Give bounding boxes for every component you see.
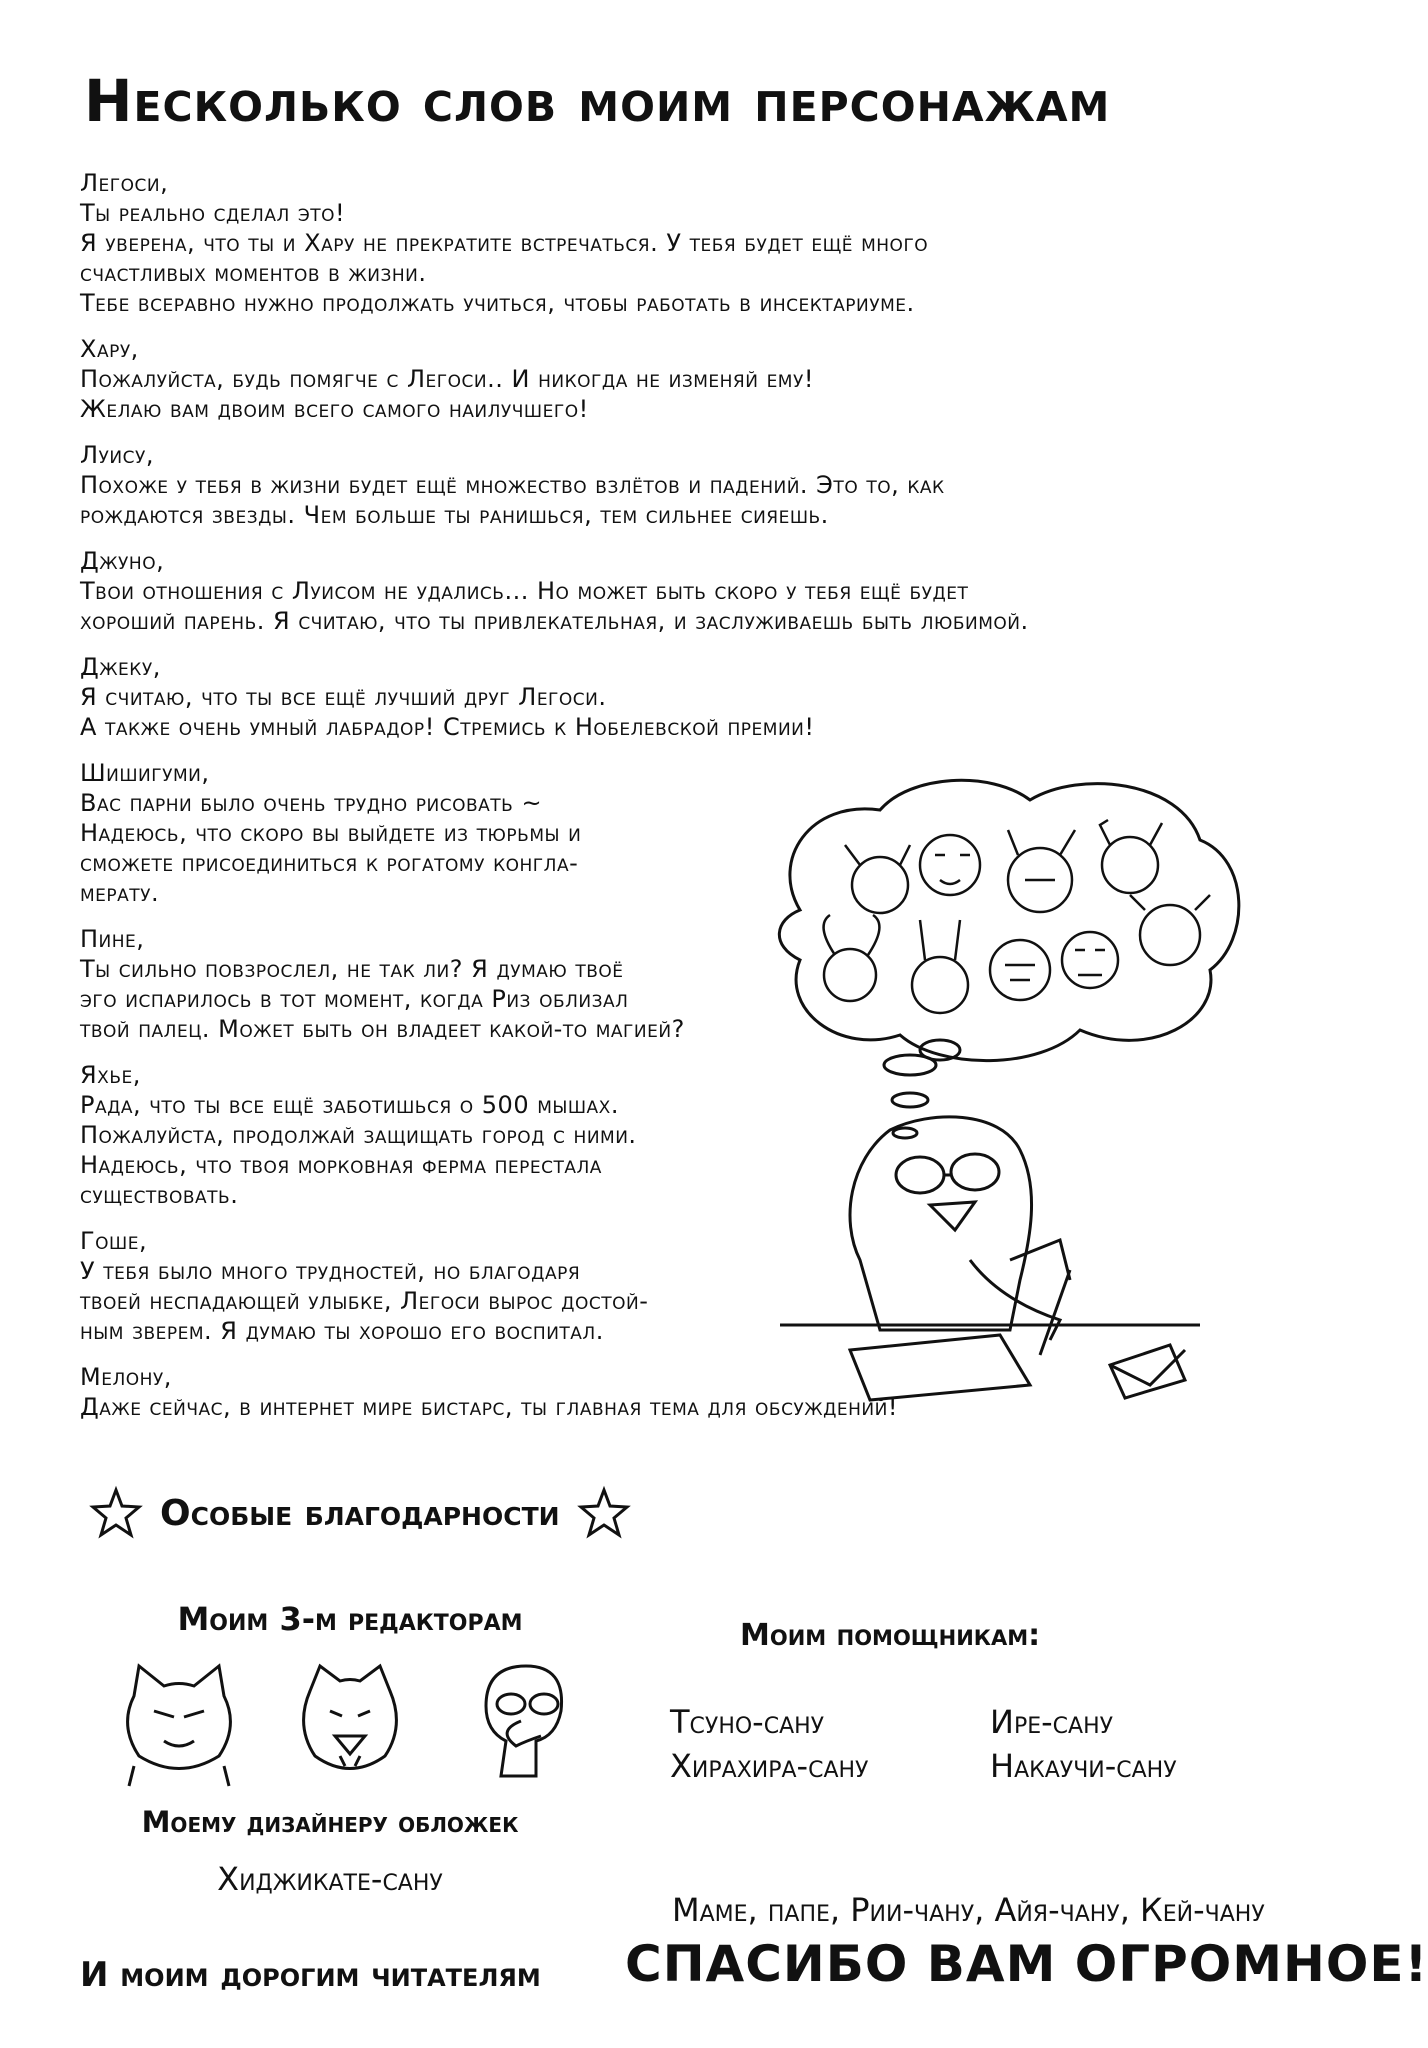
editor-cat-icon [114,1656,244,1786]
letter-addressee: Гоше, [80,1227,148,1255]
letter-line: сможете присоединиться к рогатому конгла- [80,849,579,877]
assistant-name: Тсуно-сану [670,1703,825,1741]
letter-line: рождаются звезды. Чем больше ты ранишься, тем сильнее сияешь. [80,501,829,529]
letter-addressee: Легоси, [80,169,169,197]
letter-line: Вас парни было очень трудно рисовать ~ [80,789,543,817]
assistant-name: Хирахира-сану [670,1747,869,1785]
designer-name: Хиджикате-сану [217,1860,443,1898]
letter-line: Я считаю, что ты все ещё лучший друг Легоси. [80,683,607,711]
letter-line: счастливых моментов в жизни. [80,259,427,287]
designer-heading: Моему дизайнеру обложек [141,1805,519,1839]
assistant-name: Ире-сану [990,1703,1114,1741]
letter-block [80,546,1260,636]
letter-line: Похоже у тебя в жизни будет ещё множество взлётов и падений. Это то, как [80,471,945,499]
letter-block [80,168,1260,318]
letter-line: Твои отношения с Луисом не удались... Но может быть скоро у тебя ещё будет [80,577,969,605]
letter-line: Тебе всеравно нужно продолжать учиться, чтобы работать в инсектариуме. [80,289,915,317]
letter-line: существовать. [80,1181,239,1209]
star-icon [578,1487,630,1539]
letter-line: Надеюсь, что скоро вы выйдете из тюрьмы и [80,819,582,847]
letter-line: Рада, что ты все ещё заботишься о 500 мышах. [80,1091,619,1119]
letter-line: У тебя было много трудностей, но благодаря [80,1257,581,1285]
letter-line: Ты сильно повзрослел, не так ли? Я думаю твоё [80,955,624,983]
letter-line: Желаю вам двоим всего самого наилучшего! [80,395,589,423]
letter-line: Пожалуйста, продолжай защищать город с ними. [80,1121,637,1149]
thank-you-banner: СПАСИБО ВАМ ОГРОМНОЕ! [625,1935,1428,1993]
letter-line: ным зверем. Я думаю ты хорошо его воспитал. [80,1317,604,1345]
editor-bird-icon [456,1656,586,1786]
letter-addressee: Мелону, [80,1363,172,1391]
editors-heading: Моим 3-м редакторам [177,1600,523,1638]
letter-block [80,334,1260,424]
letter-line: твоей неспадающей улыбке, Легоси вырос достой- [80,1287,649,1315]
letter-line: хороший парень. Я считаю, что ты привлекательная, и заслуживаешь быть любимой. [80,607,1029,635]
special-thanks-header [90,1478,710,1548]
letter-block [80,440,1260,530]
letter-addressee: Яхье, [80,1061,141,1089]
page-title: Несколько слов моим персонажам [84,67,1111,135]
editors-section [100,1600,600,1786]
letter-addressee: Пине, [80,925,145,953]
family-thanks: Маме, папе, Рии-чану, Айя-чану, Кей-чану [672,1891,1265,1929]
readers-thanks: И моим дорогим читателям [80,1955,541,1995]
assistants-heading: Моим помощникам: [740,1618,1041,1653]
letter-addressee: Шишигуми, [80,759,210,787]
letter-addressee: Луису, [80,441,154,469]
thought-bubble-illustration [760,770,1260,1070]
letter-addressee: Джуно, [80,547,165,575]
letter-line: Пожалуйста, будь помягче с Легоси.. И никогда не изменяй ему! [80,365,814,393]
letter-addressee: Хару, [80,335,139,363]
letter-line: А также очень умный лабрадор! Стремись к Нобелевской премии! [80,713,815,741]
letter-line: мерату. [80,879,160,907]
author-chicken-illustration [770,1110,1210,1410]
editor-dog-icon [285,1656,415,1786]
special-thanks-title: Особые благодарности [160,1492,560,1534]
letter-line: эго испарилось в тот момент, когда Риз облизал [80,985,629,1013]
letter-line: Даже сейчас, в интернет мире бистарс, ты главная тема для обсуждений! [80,1393,898,1421]
letter-line: твой палец. Может быть он владеет какой-то магией? [80,1015,685,1043]
letter-addressee: Джеку, [80,653,161,681]
assistant-name: Накаучи-сану [990,1747,1177,1785]
letter-line: Я уверена, что ты и Хару не прекратите встречаться. У тебя будет ещё много [80,229,929,257]
star-icon [90,1487,142,1539]
letter-line: Надеюсь, что твоя морковная ферма перестала [80,1151,602,1179]
letter-line: Ты реально сделал это! [80,199,346,227]
letter-block [80,652,1260,742]
